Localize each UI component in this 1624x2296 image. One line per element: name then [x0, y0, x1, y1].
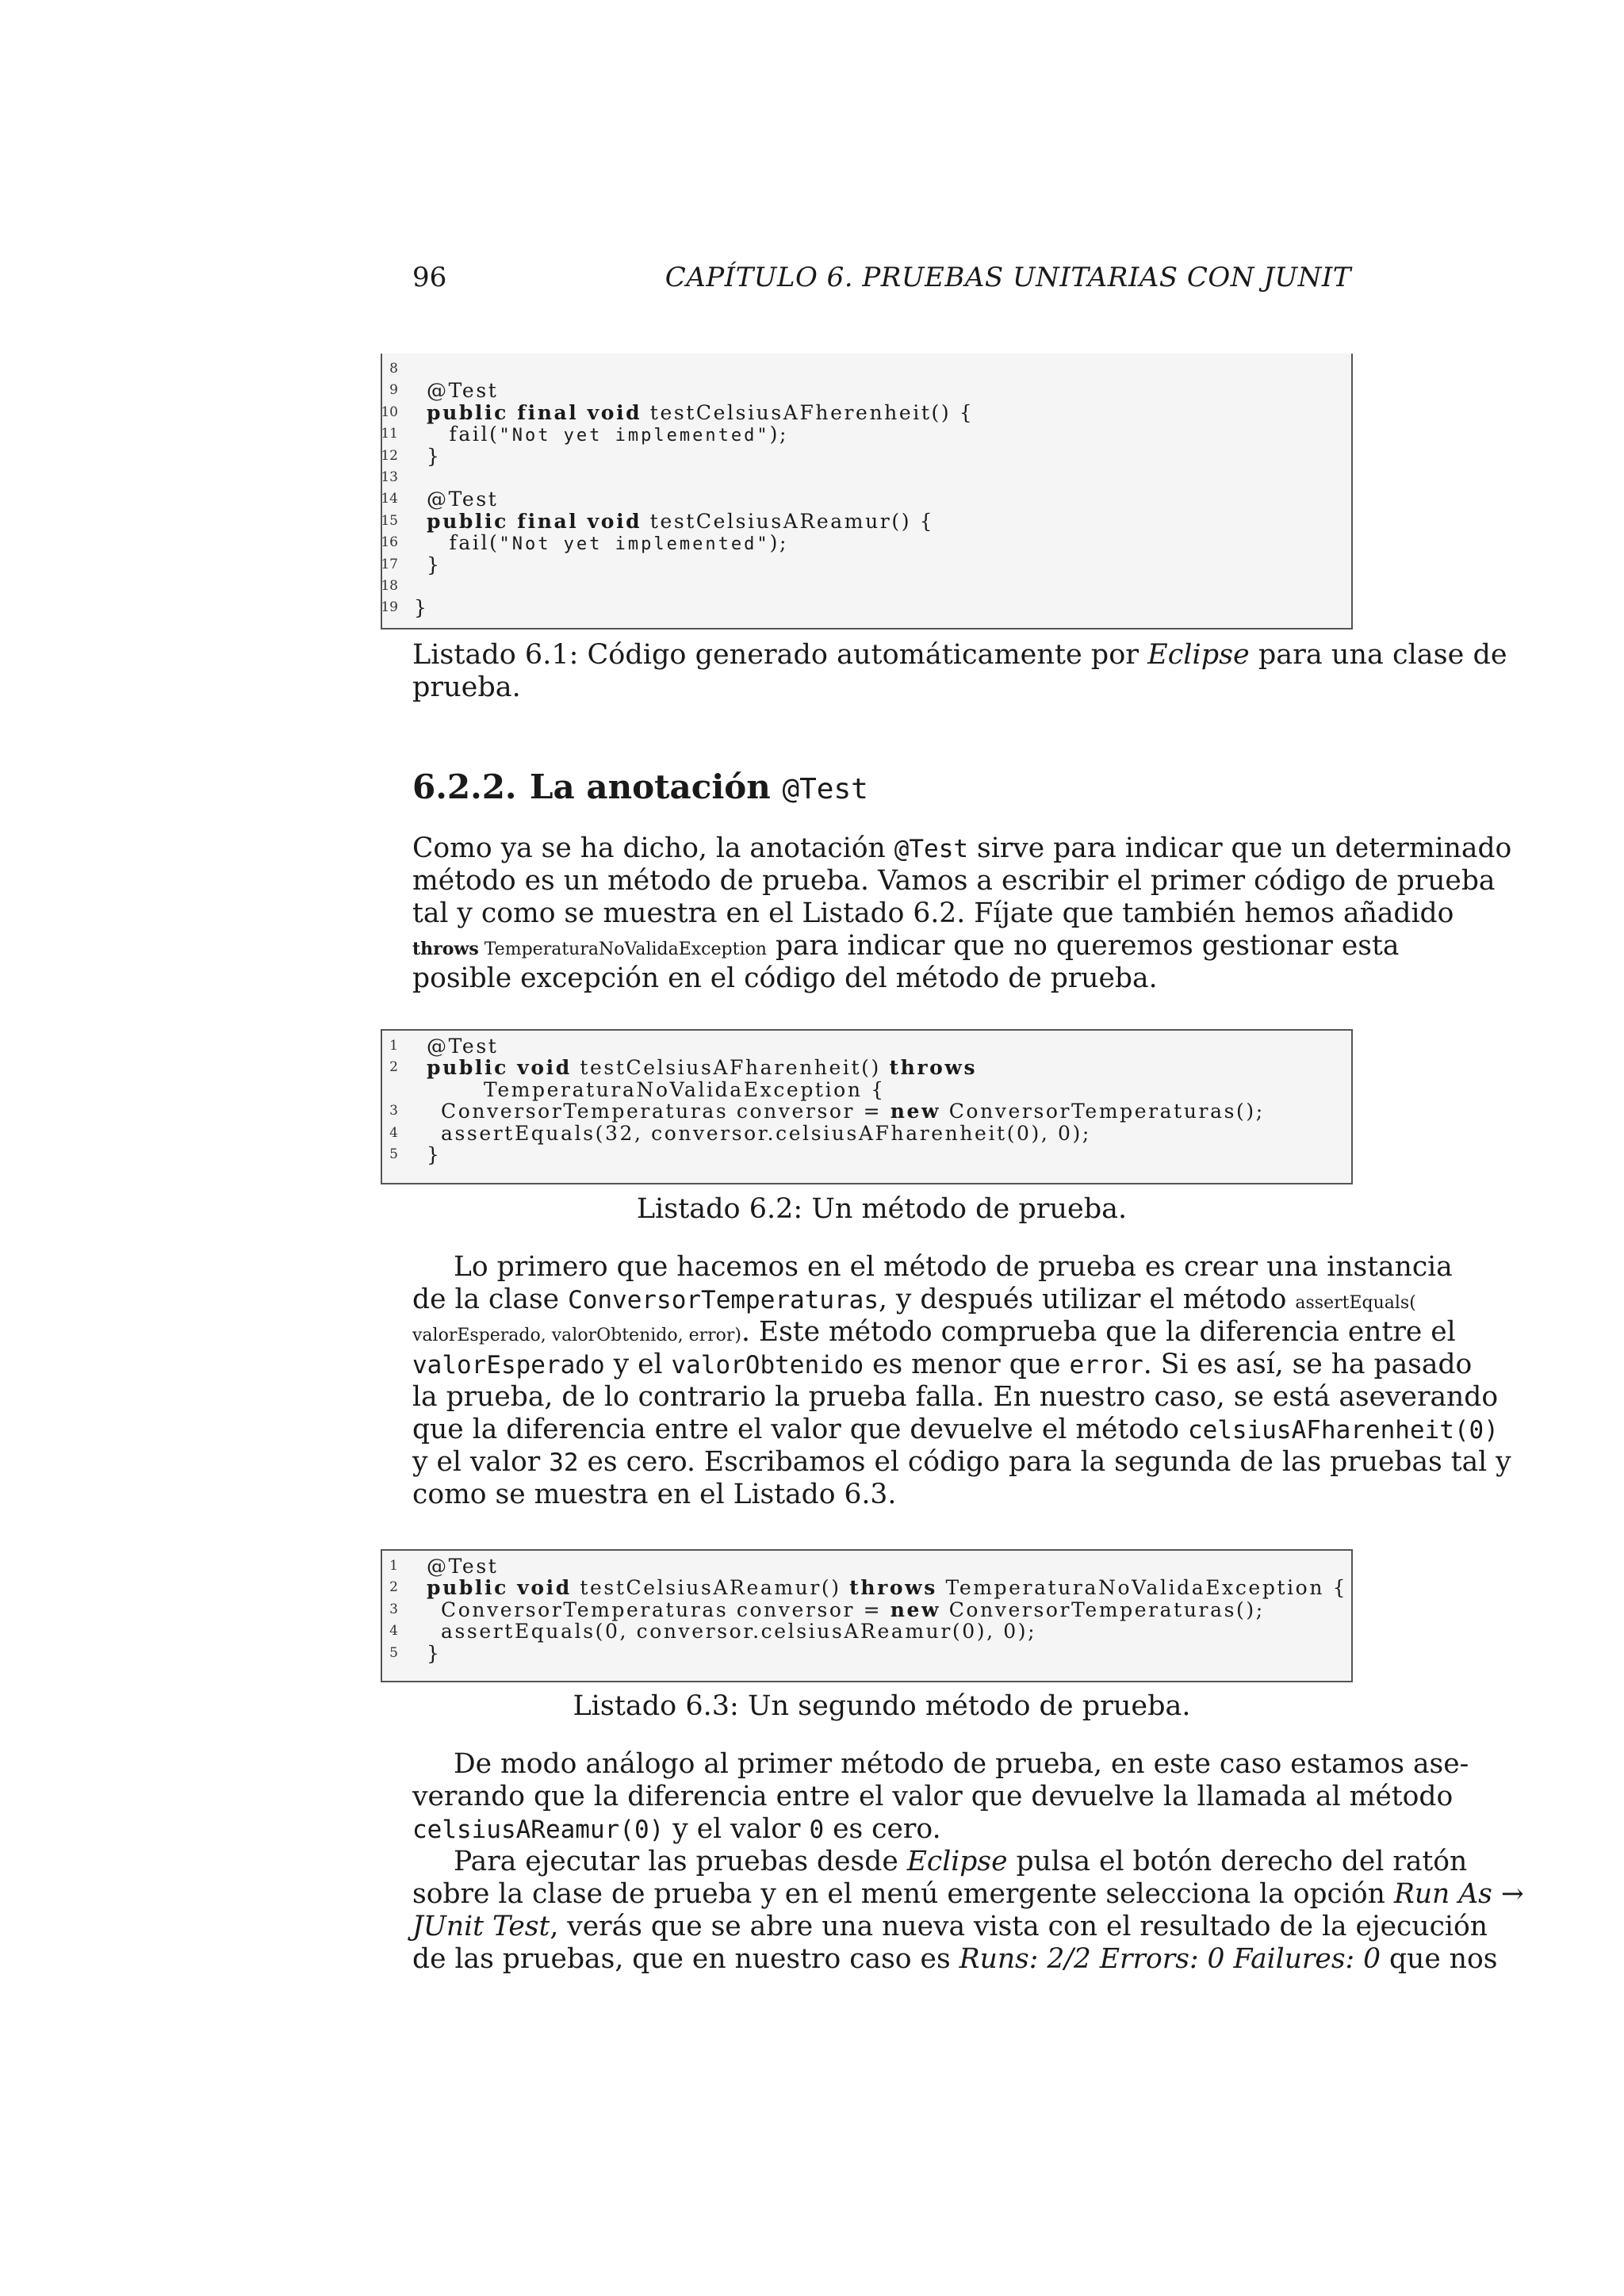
- code-text: fail("Not yet implemented");: [441, 423, 788, 446]
- line-number: 13: [381, 469, 398, 485]
- code-listing-6-2: 1 @Test 2 public void testCelsiusAFharenheit() throws TemperaturaNoValidaException { 3 ConversorTemperaturas conversor = new ConversorTemperaturas(); 4 assertEquals(32, conversor.celsiusAFharenheit(0), 0); 5 }: [381, 1029, 1353, 1184]
- code-line: [382, 532, 1351, 553]
- code-line: [382, 358, 1351, 380]
- line-number: 18: [381, 577, 398, 594]
- listing-6-2-caption: Listado 6.2: Un método de prueba.: [636, 1193, 1128, 1225]
- code-text: @Test: [427, 379, 499, 403]
- code-text: }: [427, 553, 442, 576]
- line-number: 11: [381, 426, 398, 442]
- line-number: 16: [381, 534, 398, 551]
- listing-6-1-caption: Listado 6.1: Código generado automáticamente por Eclipse para una clase de prueba.: [412, 639, 1507, 703]
- code-text: public final void testCelsiusAFherenheit() {: [427, 400, 975, 424]
- line-number: 19: [381, 599, 398, 616]
- chapter-title: CAPÍTULO 6. PRUEBAS UNITARIAS CON JUNIT: [665, 262, 1351, 293]
- running-header: [412, 262, 1351, 301]
- paragraph-run-tests: Para ejecutar las pruebas desde Eclipse pulsa el botón derecho del ratón sobre la clase de prueba y en el menú emergente selecciona la opción Run As → JUnit Test, verás que se abre una nueva vista con el resultado de la ejecución de las pruebas, que en nuestro caso es Runs: 2/2 Errors: 0 Failures: 0 que nos: [412, 1846, 1524, 1975]
- code-line: [382, 402, 1351, 423]
- code-line: [382, 467, 1351, 488]
- code-line: [382, 380, 1351, 401]
- code-line: [382, 576, 1351, 597]
- page-number: 96: [412, 262, 447, 293]
- code-text: public final void testCelsiusAReamur() {: [427, 509, 935, 533]
- code-text: }: [427, 444, 442, 468]
- code-listing-6-1: [381, 354, 1353, 629]
- paragraph-first-test: Lo primero que hacemos en el método de prueba es crear una instancia de la clase ConversorTemperaturas, y después utilizar el método assertEquals( valorEsperado, valorObtenido, error). Este método comprueba que la diferencia entre el valorEsperado y el valorObtenido es menor que error. Si es así, se ha pasado la prueba, de lo contrario la prueba falla. En nuestro caso, se está aseverando que la diferencia entre el valor que devuelve el método celsiusAFharenheit(0) y el valor 32 es cero. Escribamos el código para la segunda de las pruebas tal y como se muestra en el Listado 6.3.: [412, 1251, 1511, 1510]
- line-number: 8: [389, 361, 398, 377]
- code-text: fail("Not yet implemented");: [441, 531, 788, 555]
- line-number: 10: [381, 404, 398, 420]
- paragraph-test-annotation: Como ya se ha dicho, la anotación @Test sirve para indicar que un determinado método es un método de prueba. Vamos a escribir el primer código de prueba tal y como se muestra en el Listado 6.2. Fíjate que también hemos añadido throws TemperaturaNoValidaException para indicar que no queremos gestionar esta posible excepción en el código del método de prueba.: [412, 832, 1512, 994]
- code-text: }: [414, 596, 429, 620]
- code-line: [382, 423, 1351, 445]
- code-line: [382, 554, 1351, 576]
- code-line: [382, 488, 1351, 510]
- section-heading: 6.2.2. La anotación @Test: [412, 767, 868, 806]
- paragraph-second-test: De modo análogo al primer método de prueba, en este caso estamos ase- verando que la diferencia entre el valor que devuelve la llamada al método celsiusAReamur(0) y el valor 0 es cero.: [412, 1748, 1469, 1845]
- line-number: 9: [389, 382, 398, 399]
- listing-6-3-caption: Listado 6.3: Un segundo método de prueba.: [573, 1690, 1191, 1722]
- line-number: 12: [381, 447, 398, 464]
- line-number: 17: [381, 556, 398, 572]
- line-number: 14: [381, 491, 398, 507]
- code-line: [382, 446, 1351, 467]
- code-line: [382, 597, 1351, 618]
- code-line: [382, 511, 1351, 532]
- line-number: 15: [381, 512, 398, 529]
- code-text: @Test: [427, 488, 499, 511]
- code-listing-6-3: 1 @Test 2 public void testCelsiusAReamur() throws TemperaturaNoValidaException { 3 ConversorTemperaturas conversor = new ConversorTemperaturas(); 4 assertEquals(0, conversor.celsiusAReamur(0), 0); 5 }: [381, 1549, 1353, 1682]
